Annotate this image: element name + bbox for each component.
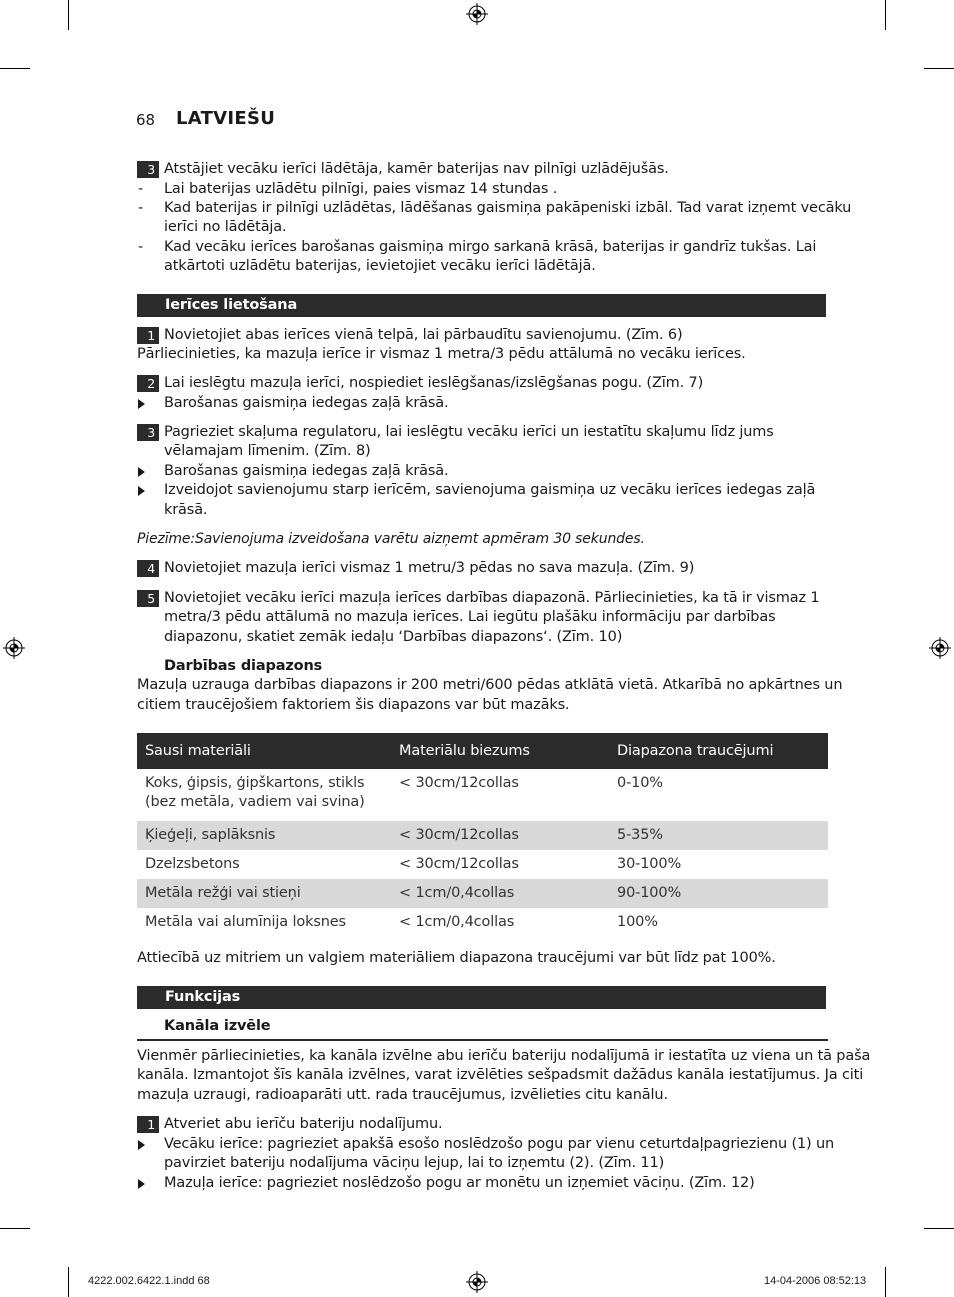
step-number-badge: 5 <box>137 590 159 607</box>
table-cell: Ķieģeļi, saplāksnis <box>137 821 391 850</box>
result-item: pavirziet bateriju nodalījuma vāciņu lejup, lai to izņemtu (2). (Zīm. 11) <box>164 1155 665 1171</box>
table-cell: Metāla vai alumīnija loksnes <box>145 914 346 930</box>
step-text: Pagrieziet skaļuma regulatoru, lai ieslēgtu vecāku ierīci un iestatītu skaļumu līdz jums <box>164 424 774 440</box>
paragraph-line: Mazuļa uzrauga darbības diapazons ir 200 metri/600 pēdas atklātā vietā. Atkarībā no apkārtnes un <box>137 677 843 693</box>
paragraph-line: mazuļa uzraugi, radioaparāti utt. rada traucējumus, izvēlieties citu kanālu. <box>137 1087 668 1103</box>
step-number-badge: 3 <box>137 424 159 441</box>
table-cell: 90-100% <box>609 879 828 908</box>
crop-mark <box>0 1228 30 1229</box>
dash-item: Kad vecāku ierīces barošanas gaismiņa mirgo sarkanā krāsā, baterijas ir gandrīz tukšas. Lai <box>164 239 817 255</box>
step-text: Novietojiet abas ierīces vienā telpā, lai pārbaudītu savienojumu. (Zīm. 6) <box>164 327 683 343</box>
table-row <box>137 879 828 908</box>
paragraph-line: Vienmēr pārliecinieties, ka kanāla izvēlne abu ierīču bateriju nodalījumā ir iestatīta uz viena un tā paša <box>137 1048 871 1064</box>
registration-mark-icon <box>466 1271 488 1293</box>
table-cell: < 30cm/12collas <box>399 856 519 872</box>
paragraph-line: kanāla. Izmantojot šīs kanāla izvēlnes, varat izvēlēties sešpadsmit dažādus kanāla iestatījumus. Ja citi <box>137 1067 864 1083</box>
table-cell: < 1cm/0,4collas <box>391 879 609 908</box>
table-header-cell: Materiālu biezums <box>391 733 609 769</box>
step-text: vēlamajam līmenim. (Zīm. 8) <box>164 443 371 459</box>
result-item: Izveidojot savienojumu starp ierīcēm, savienojuma gaismiņa uz vecāku ierīces iedegas zaļā <box>164 482 816 498</box>
section-heading-functions: Funkcijas <box>137 986 826 1009</box>
crop-mark <box>68 0 69 30</box>
dash-item: Lai baterijas uzlādētu pilnīgi, paies vismaz 14 stundas . <box>164 181 558 197</box>
result-item: krāsā. <box>164 502 208 518</box>
dash-marker: - <box>138 239 144 255</box>
paragraph-line: citiem traucējošiem faktoriem šis diapazons var būt mazāks. <box>137 697 570 713</box>
crop-mark <box>68 1267 69 1297</box>
step-number-badge: 2 <box>137 375 159 392</box>
dash-item: Kad baterijas ir pilnīgi uzlādētas, lādēšanas gaismiņa pakāpeniski izbāl. Tad varat izņemt vecāku <box>164 200 852 216</box>
step-text: diapazonu, skatiet zemāk iedaļu ‘Darbības diapazons‘. (Zīm. 10) <box>164 629 623 645</box>
result-item: Vecāku ierīce: pagrieziet apakšā esošo noslēdzošo pogu par vienu ceturtdaļpagriezienu (1) un <box>164 1136 835 1152</box>
subheading-channel: Kanāla izvēle <box>164 1018 271 1034</box>
table-header-row <box>137 733 828 769</box>
table-row <box>137 769 828 821</box>
table-header-cell: Diapazona traucējumi <box>609 733 828 769</box>
step-text: Atstājiet vecāku ierīci lādētāja, kamēr baterijas nav pilnīgi uzlādējušās. <box>164 161 669 177</box>
crop-mark <box>885 0 886 30</box>
registration-mark-icon <box>3 637 25 659</box>
subheading-rule <box>137 1039 828 1041</box>
step-number-badge: 1 <box>137 327 159 344</box>
table-cell: Dzelzsbetons <box>145 856 240 872</box>
table-row <box>137 908 828 937</box>
step-text: metra/3 pēdu attālumā no mazuļa ierīces. Lai iegūtu plašāku informāciju par darbības <box>164 609 776 625</box>
step-text: Novietojiet mazuļa ierīci vismaz 1 metru/3 pēdas no sava mazuļa. (Zīm. 9) <box>164 560 695 576</box>
result-arrow-icon <box>138 1179 145 1189</box>
result-item: Barošanas gaismiņa iedegas zaļā krāsā. <box>164 463 449 479</box>
table-cell: 0-10% <box>617 775 663 791</box>
footer-file-info: 4222.002.6422.1.indd 68 <box>88 1275 210 1287</box>
result-item: Barošanas gaismiņa iedegas zaļā krāsā. <box>164 395 449 411</box>
registration-mark-icon <box>929 637 951 659</box>
result-arrow-icon <box>138 467 145 477</box>
table-cell: 5-35% <box>609 821 828 850</box>
table-cell: Koks, ģipsis, ģipškartons, stikls (bez metāla, vadiem vai svina) <box>145 775 365 810</box>
step-text: Atveriet abu ierīču bateriju nodalījumu. <box>164 1116 443 1132</box>
result-arrow-icon <box>138 486 145 496</box>
registration-mark-icon <box>466 3 488 25</box>
crop-mark <box>924 68 954 69</box>
table-cell: 30-100% <box>617 856 682 872</box>
table-cell: < 30cm/12collas <box>391 821 609 850</box>
note-text: Piezīme:Savienojuma izveidošana varētu aizņemt apmēram 30 sekundes. <box>137 531 645 547</box>
language-title: LATVIEŠU <box>176 108 276 129</box>
section-heading-usage: Ierīces lietošana <box>137 294 826 317</box>
materials-table <box>137 733 828 937</box>
dash-item: atkārtoti uzlādētu baterijas, ievietojiet vecāku ierīci lādētājā. <box>164 258 596 274</box>
dash-marker: - <box>138 200 144 216</box>
table-row <box>137 850 828 879</box>
crop-mark <box>885 1267 886 1297</box>
dash-marker: - <box>138 181 144 197</box>
crop-mark <box>0 68 30 69</box>
result-item: Mazuļa ierīce: pagrieziet noslēdzošo pogu ar monētu un izņemiet vāciņu. (Zīm. 12) <box>164 1175 755 1191</box>
dash-item: ierīci no lādētāja. <box>164 219 287 235</box>
step-text: Novietojiet vecāku ierīci mazuļa ierīces darbības diapazonā. Pārliecinieties, ka tā ir vismaz 1 <box>164 590 820 606</box>
crop-mark <box>924 1228 954 1229</box>
table-header-cell: Sausi materiāli <box>137 733 391 769</box>
step-note: Pārliecinieties, ka mazuļa ierīce ir vismaz 1 metra/3 pēdu attālumā no vecāku ierīces. <box>137 346 746 362</box>
subheading-range: Darbības diapazons <box>164 658 323 674</box>
table-cell: Metāla režģi vai stieņi <box>137 879 391 908</box>
result-arrow-icon <box>138 399 145 409</box>
step-text: Lai ieslēgtu mazuļa ierīci, nospiediet ieslēgšanas/izslēgšanas pogu. (Zīm. 7) <box>164 375 704 391</box>
table-cell: < 30cm/12collas <box>399 775 519 791</box>
table-cell: 100% <box>617 914 658 930</box>
page-number: 68 <box>136 111 156 129</box>
step-number-badge: 3 <box>137 161 159 178</box>
footer-date: 14-04-2006 08:52:13 <box>764 1275 867 1287</box>
table-footnote: Attiecībā uz mitriem un valgiem materiāliem diapazona traucējumi var būt līdz pat 100%. <box>137 950 776 966</box>
table-row <box>137 821 828 850</box>
result-arrow-icon <box>138 1140 145 1150</box>
step-number-badge: 4 <box>137 560 159 577</box>
step-number-badge: 1 <box>137 1116 159 1133</box>
table-cell: < 1cm/0,4collas <box>399 914 515 930</box>
